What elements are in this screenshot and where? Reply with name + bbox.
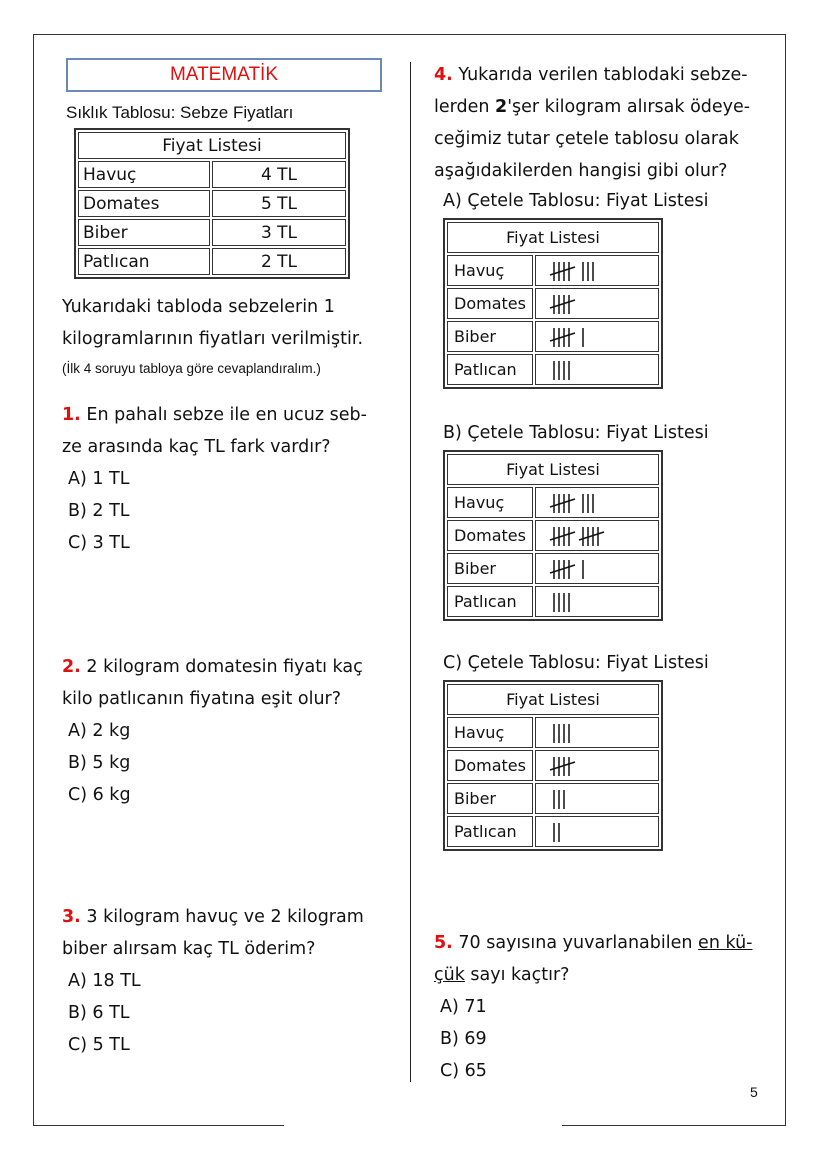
tally-table-header: Fiyat Listesi: [447, 454, 659, 485]
vegetable-name: Domates: [78, 190, 210, 217]
subject-title: MATEMATİK: [66, 58, 382, 92]
vegetable-name: Biber: [78, 219, 210, 246]
table-row: [447, 783, 659, 814]
vegetable-name: Domates: [447, 520, 533, 551]
tally-svg: [542, 291, 652, 317]
table-row: [447, 487, 659, 518]
option-b[interactable]: B) Çetele Tablosu: Fiyat Listesi: [443, 423, 709, 443]
vegetable-name: Biber: [447, 553, 533, 584]
question-number: 2.: [62, 657, 81, 677]
table-row: [78, 190, 346, 217]
vegetable-price: 2 TL: [212, 248, 346, 275]
price-table: [74, 128, 350, 279]
tally-svg: [542, 324, 652, 350]
vegetable-name: Biber: [447, 321, 533, 352]
vegetable-name: Havuç: [78, 161, 210, 188]
option-a[interactable]: A) 18 TL: [68, 971, 141, 991]
vegetable-price: 5 TL: [212, 190, 346, 217]
table-row: [78, 219, 346, 246]
table-row: [447, 816, 659, 847]
table-row: [447, 553, 659, 584]
option-c[interactable]: C) Çetele Tablosu: Fiyat Listesi: [443, 653, 709, 673]
tally-svg: [542, 589, 652, 615]
question-number: 5.: [434, 933, 453, 953]
question-2-line-1: 2. 2 kilogram domatesin fiyatı kaç: [62, 657, 363, 677]
tally-marks: [535, 717, 659, 748]
question-number: 4.: [434, 65, 453, 85]
tally-marks: [535, 750, 659, 781]
tally-svg: [542, 720, 652, 746]
tally-svg: [542, 556, 652, 582]
tally-svg: [542, 357, 652, 383]
tally-svg: [542, 819, 652, 845]
option-b[interactable]: B) 2 TL: [68, 501, 130, 521]
table-row: [447, 255, 659, 286]
vegetable-name: Havuç: [447, 255, 533, 286]
tally-svg: [542, 523, 652, 549]
question-number: 3.: [62, 907, 81, 927]
table-row: [447, 750, 659, 781]
frame-gap: [284, 1118, 562, 1130]
option-a[interactable]: A) 2 kg: [68, 721, 131, 741]
option-a[interactable]: A) Çetele Tablosu: Fiyat Listesi: [443, 191, 709, 211]
tally-table-a: [443, 218, 663, 389]
option-a[interactable]: A) 71: [440, 997, 487, 1017]
table-row: [447, 586, 659, 617]
question-4-line-1: 4. Yukarıda verilen tablodaki sebze-: [434, 65, 748, 85]
tally-svg: [542, 490, 652, 516]
table-row: [447, 520, 659, 551]
intro-line-2: kilogramlarının fiyatları verilmiştir.: [62, 329, 364, 349]
tally-table-header: Fiyat Listesi: [447, 222, 659, 253]
table-row: [78, 248, 346, 275]
question-1-line-2: ze arasında kaç TL fark vardır?: [62, 437, 331, 457]
question-5-line-1: 5. 70 sayısına yuvarlanabilen en kü-: [434, 933, 753, 953]
question-3-line-1: 3. 3 kilogram havuç ve 2 kilogram: [62, 907, 364, 927]
tally-marks: [535, 586, 659, 617]
option-b[interactable]: B) 6 TL: [68, 1003, 130, 1023]
tally-marks: [535, 288, 659, 319]
vegetable-name: Patlıcan: [447, 354, 533, 385]
vegetable-name: Patlıcan: [447, 586, 533, 617]
tally-table-c: [443, 680, 663, 851]
tally-marks: [535, 487, 659, 518]
tally-table-b: [443, 450, 663, 621]
tally-marks: [535, 255, 659, 286]
vegetable-price: 4 TL: [212, 161, 346, 188]
option-c[interactable]: C) 5 TL: [68, 1035, 130, 1055]
price-table-header: Fiyat Listesi: [78, 132, 346, 159]
tally-svg: [542, 753, 652, 779]
intro-note: (İlk 4 soruyu tabloya göre cevaplandıralım.): [62, 361, 321, 376]
tally-table-header: Fiyat Listesi: [447, 684, 659, 715]
tally-marks: [535, 354, 659, 385]
tally-marks: [535, 321, 659, 352]
question-4-line-4: aşağıdakilerden hangisi gibi olur?: [434, 161, 728, 181]
page-number: 5: [750, 1084, 758, 1100]
option-b[interactable]: B) 5 kg: [68, 753, 131, 773]
vegetable-name: Havuç: [447, 487, 533, 518]
tally-marks: [535, 553, 659, 584]
tally-svg: [542, 786, 652, 812]
tally-marks: [535, 816, 659, 847]
vegetable-name: Patlıcan: [447, 816, 533, 847]
intro-line-1: Yukarıdaki tabloda sebzelerin 1: [62, 297, 335, 317]
vegetable-name: Domates: [447, 750, 533, 781]
option-a[interactable]: A) 1 TL: [68, 469, 130, 489]
frequency-table-title: Sıklık Tablosu: Sebze Fiyatları: [66, 103, 294, 122]
question-4-line-3: ceğimiz tutar çetele tablosu olarak: [434, 129, 739, 149]
table-row: [447, 288, 659, 319]
option-c[interactable]: C) 6 kg: [68, 785, 131, 805]
question-5-line-2: çük sayı kaçtır?: [434, 965, 570, 985]
table-row: [78, 161, 346, 188]
vegetable-name: Patlıcan: [78, 248, 210, 275]
question-4-line-2: lerden 2'şer kilogram alırsak ödeye-: [434, 97, 751, 117]
vegetable-price: 3 TL: [212, 219, 346, 246]
table-row: [447, 354, 659, 385]
tally-marks: [535, 783, 659, 814]
vegetable-name: Domates: [447, 288, 533, 319]
question-number: 1.: [62, 405, 81, 425]
table-row: [447, 321, 659, 352]
column-divider: [410, 62, 411, 1082]
question-3-line-2: biber alırsam kaç TL öderim?: [62, 939, 316, 959]
option-b[interactable]: B) 69: [440, 1029, 487, 1049]
question-2-line-2: kilo patlıcanın fiyatına eşit olur?: [62, 689, 342, 709]
question-1-line-1: 1. En pahalı sebze ile en ucuz seb-: [62, 405, 367, 425]
option-c[interactable]: C) 65: [440, 1061, 487, 1081]
vegetable-name: Havuç: [447, 717, 533, 748]
table-row: [447, 717, 659, 748]
vegetable-name: Biber: [447, 783, 533, 814]
option-c[interactable]: C) 3 TL: [68, 533, 130, 553]
tally-svg: [542, 258, 652, 284]
tally-marks: [535, 520, 659, 551]
